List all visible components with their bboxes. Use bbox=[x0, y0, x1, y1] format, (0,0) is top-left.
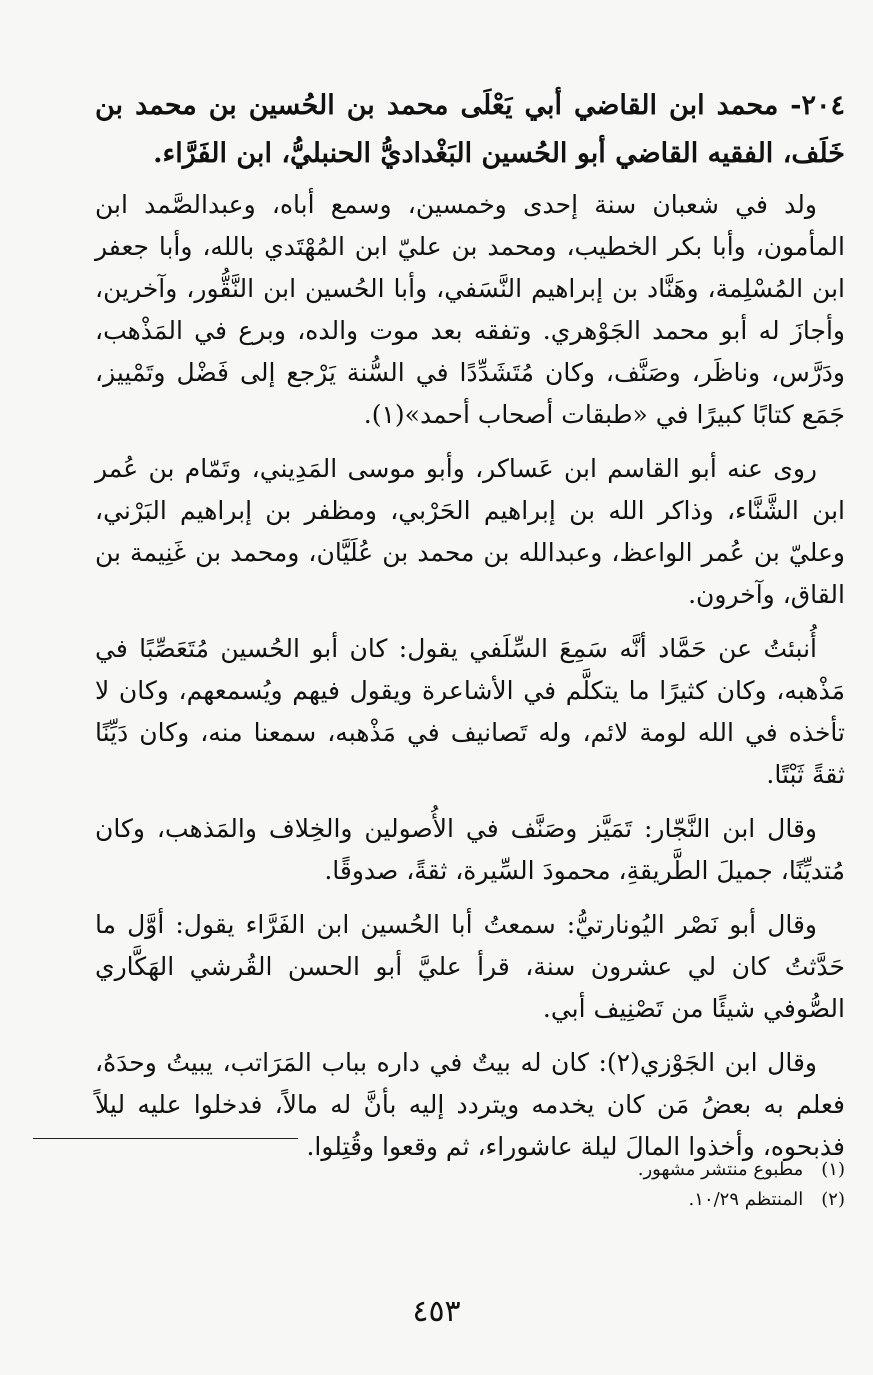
paragraph-jawzi-quote: وقال ابن الجَوْزي(٢): كان له بيتٌ في داره بباب المَرَاتب، يبيتُ وحدَهُ، فعلم به بعضُ مَن كان يخدمه ويتردد إليه بأنَّ له مالاً، فدخلوا عليه ليلاً فذبحوه، وأخذوا المالَ ليلة عاشوراء، ثم وقعوا وقُتِلوا. bbox=[95, 1048, 845, 1161]
paragraph-biography: ولد في شعبان سنة إحدى وخمسين، وسمع أباه، وعبدالصَّمد ابن المأمون، وأبا بكر الخطيب، ومحمد بن عليّ ابن المُهْتَدي بالله، وأبا جعفر ابن المُسْلِمة، وهَنَّاد بن إبراهيم النَّسَفي، وأبا الحُسين ابن النَّقُّور، وآخرين، وأجازَ له أبو محمد الجَوْهري. وتفقه بعد موت والده، وبرع في المَذْهب، ودَرَّس، وناظَر، وصَنَّف، وكان مُتَشَدِّدًا في السُّنة يَرْجع إلى فَضْل وتَمْييز، جَمَع كتابًا كبيرًا في «طبقات أصحاب أحمد»(١). bbox=[95, 190, 845, 429]
footnote-text: مطبوع منتشر مشهور. bbox=[637, 1159, 804, 1180]
footnote-number: (٢) bbox=[821, 1189, 845, 1210]
page-number: ٤٥٣ bbox=[412, 1294, 461, 1329]
paragraph-silafi-quote: أُنبئتُ عن حَمَّاد أنَّه سَمِعَ السِّلَفي يقول: كان أبو الحُسين مُتَعَصِّبًا في مَذْهبه، وكان كثيرًا ما يتكلَّم في الأشاعرة ويقول فيهم ويُسمعهم، وكان لا تأخذه في الله لومة لائم، وله تَصانيف في مَذْهبه، سمعنا منه، وكان دَيِّنًا ثقةً ثَبْتًا. bbox=[95, 634, 845, 789]
footnote-divider bbox=[33, 1138, 298, 1139]
footnote-text: المنتظم ١٠/٢٩. bbox=[688, 1189, 804, 1210]
paragraph-najjar-quote: وقال ابن النَّجّار: تَمَيَّز وصَنَّف في الأُصولين والخِلاف والمَذهب، وكان مُتديِّنًا، جميلَ الطَّريقةِ، محمودَ السِّيرة، ثقةً، صدوقًا. bbox=[95, 814, 845, 885]
paragraph-yunarti-quote: وقال أبو نَصْر اليُونارتيُّ: سمعتُ أبا الحُسين ابن الفَرَّاء يقول: أوَّل ما حَدَّثتُ كان لي عشرون سنة، قرأ عليَّ أبو الحسن القُرشي الهَكَّاري الصُّوفي شيئًا من تَصْنِيف أبي. bbox=[95, 910, 845, 1023]
footnote-2 bbox=[95, 1185, 845, 1215]
footnotes bbox=[95, 1155, 845, 1215]
footnote-number: (١) bbox=[821, 1159, 845, 1180]
paragraph-narrators: روى عنه أبو القاسم ابن عَساكر، وأبو موسى المَدِيني، وتَمّام بن عُمر ابن الشَّنَّاء، وذاكر الله بن إبراهيم الحَرْبي، ومظفر بن إبراهيم البَرْني، وعليّ بن عُمر الواعظ، وعبدالله بن محمد بن عُلَيَّان، ومحمد بن غَنِيمة بن القاق، وآخرون. bbox=[95, 454, 845, 609]
entry-heading: ٢٠٤- محمد ابن القاضي أبي يَعْلَى محمد بن الحُسين بن محمد بن خَلَف، الفقيه القاضي أبو الحُسين البَغْداديُّ الحنبليُّ، ابن الفَرَّاء. bbox=[95, 90, 845, 169]
footnote-1 bbox=[95, 1155, 845, 1185]
